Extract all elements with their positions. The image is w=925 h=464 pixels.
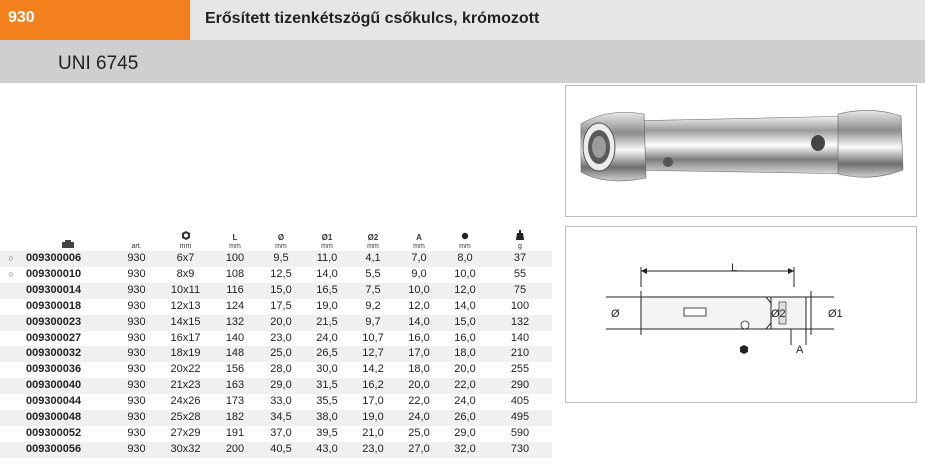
cell-hole: 24,0 [454,395,476,408]
cell-size: 30x32 [159,442,212,458]
cell-hole: 8,0 [442,251,488,267]
cell-d: 29,0 [258,378,304,394]
cell-L: 124 [225,299,245,312]
col-weight-header [488,225,552,251]
dim-d-label: Ø [611,308,620,320]
cell-hole: 22,0 [442,378,488,394]
cell-art: 930 [114,315,159,331]
cell-A: 22,0 [408,395,430,408]
cell-mark: ○ [8,268,14,279]
cell-d1: 38,0 [304,410,350,426]
cell-art: 930 [114,410,159,426]
cell-mark [0,315,22,331]
cell-art: 930 [127,267,146,280]
cell-mark [0,378,22,394]
cell-d2: 4,1 [350,251,396,267]
cell-A: 25,0 [408,426,430,439]
cell-d1: 24,0 [316,331,338,344]
cell-d1: 26,5 [304,346,350,362]
table-row [0,394,552,410]
weight-icon [516,230,524,240]
cell-A: 20,0 [396,378,442,394]
col-A-header [396,225,442,251]
cell-hole: 12,0 [442,283,488,299]
cell-art: 930 [114,346,159,362]
cell-A: 18,0 [408,363,430,376]
col-article-header [22,225,114,251]
cell-size: 8x9 [176,267,195,280]
cell-A: 16,0 [408,331,430,344]
cell-L: 182 [212,410,258,426]
cell-hole: 16,0 [454,331,476,344]
dim-L-label: L [731,262,738,274]
product-title: Erősített tizenkétszögű csőkulcs, krómozott [205,10,540,27]
cell-hole: 29,0 [454,426,476,439]
cell-L: 148 [212,346,258,362]
cell-art: 930 [127,299,146,312]
col-d2-symbol: Ø2 [367,233,379,242]
cell-weight: 75 [488,283,552,299]
cell-hole: 10,0 [454,267,476,280]
cell-mark [0,299,22,315]
cell-article: 009300018 [26,299,82,312]
cell-d2: 9,2 [365,299,381,312]
cell-mark [0,394,22,410]
cell-L: 173 [225,395,245,408]
cell-mark [0,362,22,378]
table-row [0,315,552,331]
cell-hole: 26,0 [442,410,488,426]
hole-marker-icon [740,345,748,354]
cell-article: 009300032 [22,346,114,362]
cell-L: 200 [212,442,258,458]
dim-d1-label: Ø1 [828,308,843,320]
col-d-symbol: Ø [277,233,285,242]
cell-art: 930 [127,363,146,376]
col-L-header [212,225,258,251]
table-row [0,283,552,299]
col-d1-header [304,225,350,251]
cell-weight: 55 [513,267,527,280]
col-size-unit: mm [179,243,192,250]
cell-d2: 17,0 [362,395,384,408]
cell-size: 18x19 [159,346,212,362]
cell-L: 163 [212,378,258,394]
cell-article: 009300014 [22,283,114,299]
col-d2-header [350,225,396,251]
cell-A: 9,0 [411,267,427,280]
cell-A: 12,0 [408,299,430,312]
table-row [0,426,552,442]
standard-bar [0,40,925,83]
cell-d2: 5,5 [365,267,381,280]
cell-article: 009300023 [22,315,114,331]
dim-d2 [771,308,786,320]
dim-A-label: A [796,344,804,356]
col-A-symbol: A [416,233,422,242]
cell-A: 24,0 [396,410,442,426]
cell-L: 156 [225,363,245,376]
cell-mark [0,442,22,458]
cell-d2: 23,0 [350,442,396,458]
cell-art: 930 [114,378,159,394]
cell-d: 17,5 [270,299,292,312]
cell-d1: 35,5 [316,395,338,408]
cell-L: 108 [225,267,245,280]
col-d2-unit: mm [367,243,379,250]
table-row [0,331,552,347]
cell-d: 33,0 [270,395,292,408]
table-row [0,299,552,315]
cell-A: 14,0 [396,315,442,331]
cell-L: 191 [225,426,245,439]
cell-A: 10,0 [396,283,442,299]
cell-art: 930 [114,283,159,299]
dim-A [796,344,804,356]
cell-size: 27x29 [170,426,201,439]
cell-d2: 14,2 [362,363,384,376]
cell-d2: 19,0 [350,410,396,426]
cell-mark [0,331,22,347]
cell-hole: 15,0 [442,315,488,331]
cell-A: 27,0 [396,442,442,458]
hole-icon [461,232,469,240]
cell-article: 009300052 [26,426,82,439]
cell-weight: 37 [488,251,552,267]
col-d1-symbol: Ø1 [321,233,333,242]
cell-art: 930 [127,395,146,408]
cell-size: 12x13 [170,299,201,312]
cell-d2: 9,7 [350,315,396,331]
cell-d1: 11,0 [304,251,350,267]
spec-table-header [0,225,552,251]
cell-weight: 290 [488,378,552,394]
col-hole-header [442,225,488,251]
cell-d: 25,0 [258,346,304,362]
table-row [0,362,552,378]
table-row [0,410,552,426]
cell-weight: 132 [488,315,552,331]
cell-d2: 10,7 [362,331,384,344]
cell-hole: 20,0 [454,363,476,376]
cell-weight: 140 [510,331,530,344]
cell-d: 37,0 [270,426,292,439]
cell-weight: 100 [510,299,530,312]
cell-d1: 16,5 [304,283,350,299]
col-d-header [258,225,304,251]
cell-d1: 31,5 [304,378,350,394]
dim-d [611,308,620,320]
cell-d: 9,5 [258,251,304,267]
box-icon [61,239,75,249]
cell-hole: 32,0 [442,442,488,458]
socket-icon [181,231,191,240]
table-row [0,346,552,362]
product-code: 930 [8,9,35,26]
cell-article: 009300010 [26,267,82,280]
col-L-unit: mm [229,243,241,250]
cell-mark [0,346,22,362]
table-row [0,378,552,394]
standard-label: UNI 6745 [58,53,139,74]
cell-d2: 21,0 [362,426,384,439]
cell-d: 23,0 [270,331,292,344]
col-L-symbol: L [232,233,238,242]
cell-article: 009300027 [26,331,82,344]
col-art-header [114,225,159,251]
col-A-unit: mm [413,243,425,250]
cell-weight: 495 [488,410,552,426]
cell-size: 16x17 [170,331,201,344]
col-mark-header [0,225,22,251]
col-d-unit: mm [275,243,287,250]
cell-A: 7,0 [396,251,442,267]
spec-table [0,225,552,458]
col-size-header [159,225,212,251]
col-d1-unit: mm [321,243,333,250]
col-weight-unit: g [518,243,522,250]
cell-weight: 255 [510,363,530,376]
cell-d: 28,0 [270,363,292,376]
spec-table-body [0,251,552,458]
cell-d: 12,5 [270,267,292,280]
table-row [0,442,552,458]
cell-d: 34,5 [258,410,304,426]
cell-hole: 18,0 [442,346,488,362]
cell-size: 24x26 [170,395,201,408]
dimension-drawing [565,226,917,403]
dim-d1 [828,308,843,320]
cell-mark [0,410,22,426]
cell-L: 140 [225,331,245,344]
dim-d2-label: Ø2 [771,308,786,320]
cell-L: 100 [212,251,258,267]
cell-size: 21x23 [159,378,212,394]
cell-d1: 14,0 [316,267,338,280]
cell-d1: 19,0 [316,299,338,312]
cell-article: 009300044 [26,395,82,408]
cell-weight: 405 [510,395,530,408]
cell-mark: ○ [0,251,22,267]
cell-article: 009300056 [22,442,114,458]
cell-d2: 16,2 [350,378,396,394]
cell-d: 15,0 [258,283,304,299]
cell-d1: 30,0 [316,363,338,376]
cell-L: 132 [212,315,258,331]
cell-L: 116 [212,283,258,299]
cell-weight: 210 [488,346,552,362]
cell-mark [0,426,22,442]
tube-wrench-image [566,86,916,216]
cell-d: 40,5 [258,442,304,458]
product-photo [565,85,917,217]
cell-article: 009300048 [22,410,114,426]
cell-d1: 39,5 [316,426,338,439]
cell-article: 009300006 [22,251,114,267]
col-hole-unit: mm [459,243,471,250]
cell-article: 009300036 [26,363,82,376]
col-art-unit: art. [131,243,142,250]
cell-size: 6x7 [159,251,212,267]
spec-table-wrapper [0,225,552,458]
cell-art: 930 [127,426,146,439]
cell-weight: 590 [510,426,530,439]
cell-size: 20x22 [170,363,201,376]
cell-size: 25x28 [159,410,212,426]
cell-size: 14x15 [159,315,212,331]
dimension-diagram [566,227,916,402]
cell-d: 20,0 [258,315,304,331]
cell-article: 009300040 [22,378,114,394]
cell-d2: 12,7 [350,346,396,362]
cell-d1: 43,0 [304,442,350,458]
cell-weight: 730 [488,442,552,458]
table-row [0,267,552,283]
cell-mark [0,283,22,299]
cell-art: 930 [114,442,159,458]
cell-hole: 14,0 [454,299,476,312]
dim-L [731,262,737,274]
cell-A: 17,0 [396,346,442,362]
cell-size: 10x11 [159,283,212,299]
cell-art: 930 [114,251,159,267]
cell-d1: 21,5 [304,315,350,331]
cell-d2: 7,5 [350,283,396,299]
cell-art: 930 [127,331,146,344]
table-row [0,251,552,267]
